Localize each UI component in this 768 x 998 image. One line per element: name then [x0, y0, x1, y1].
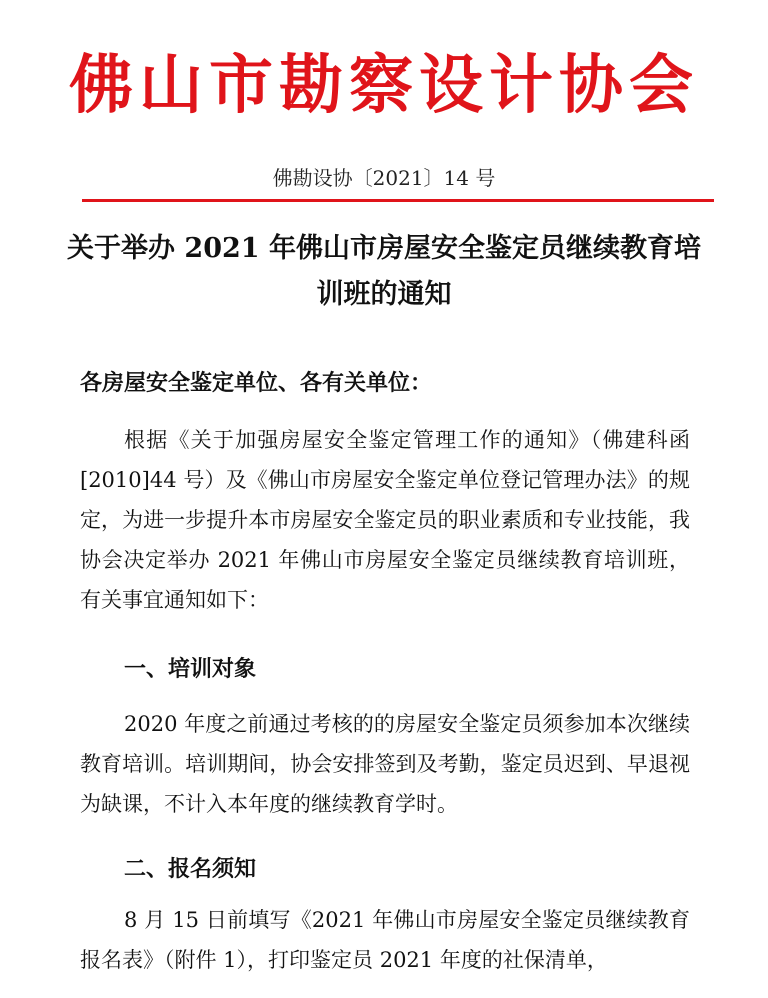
organization-title: 佛山市勘察设计协会 — [69, 49, 699, 123]
section-heading-registration: 二、报名须知 — [124, 856, 257, 882]
section-heading-training-target: 一、培训对象 — [124, 656, 257, 682]
section-body-training-target: 2020 年度之前通过考核的的房屋安全鉴定员须参加本次继续教育培训。培训期间，协会安排签到及考勤，鉴定员迟到、早退视为缺课，不计入本年度的继续教育学时。 — [80, 712, 690, 816]
intro-paragraph: 根据《关于加强房屋安全鉴定管理工作的通知》（佛建科函[2010]44 号）及《佛山市房屋安全鉴定单位登记管理办法》的规定，为进一步提升本市房屋安全鉴定员的职业素质和专业技能，我协会决定举办 2021 年佛山市房屋安全鉴定员继续教育培训班，有关事宜通知如下： — [80, 428, 690, 612]
document-number: 佛勘设协〔2021〕14 号 — [272, 166, 496, 190]
addressee-line: 各房屋安全鉴定单位、各有关单位： — [80, 370, 433, 396]
section-body-registration: 8 月 15 日前填写《2021 年佛山市房屋安全鉴定员继续教育报名表》（附件 1），打印鉴定员 2021 年度的社保清单， — [80, 908, 690, 972]
header-divider — [82, 199, 714, 202]
notice-title: 关于举办 2021 年佛山市房屋安全鉴定员继续教育培训班的通知 — [67, 233, 701, 310]
